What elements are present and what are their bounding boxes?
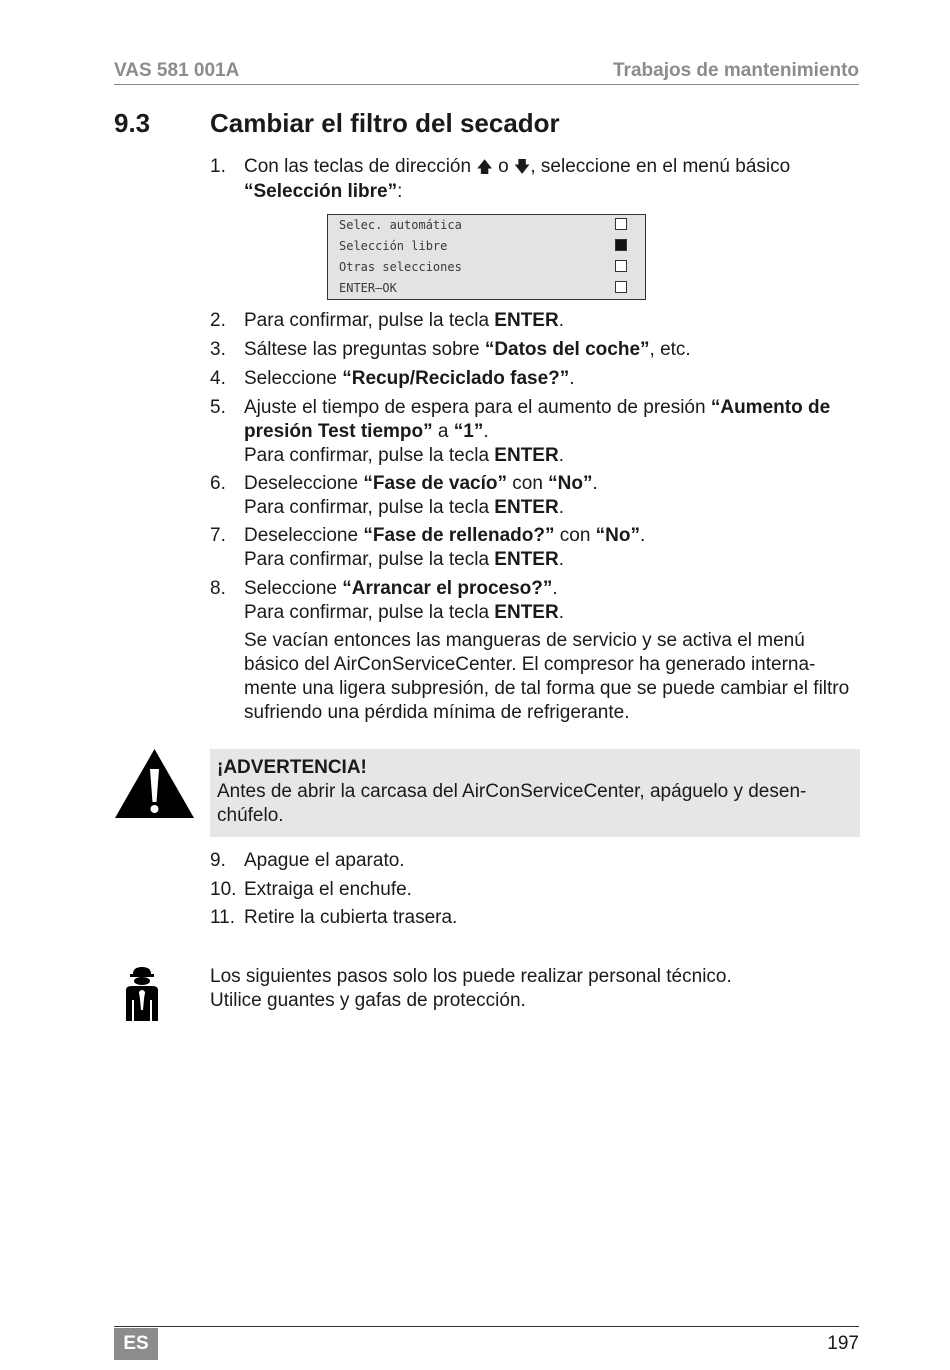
step-text-part: o (492, 156, 514, 177)
key-name: ENTER (494, 497, 559, 518)
step-text-part: Seleccione (244, 368, 343, 389)
lcd-row (339, 236, 635, 257)
step-number: 1. (210, 156, 226, 177)
checkbox-icon (615, 281, 627, 293)
footer-divider (114, 1326, 859, 1327)
step-text-part: Para confirmar, pulse la tecla (244, 549, 495, 570)
step-text-part: Para confirmar, pulse la tecla (244, 497, 495, 518)
arrow-up-icon: 🡅 (476, 159, 493, 176)
step-number: 4. (210, 368, 226, 389)
step-text-part: Con las teclas de dirección (244, 156, 477, 177)
checkbox-icon (615, 218, 627, 230)
menu-option-name: “Aumento de presión Test tiempo” (244, 397, 831, 442)
step-text-part: . (592, 473, 598, 494)
lcd-row (339, 278, 635, 299)
step-note-text: Se vacían entonces las mangueras de servicio y se activa el menú básico del AirConServiceCenter. El compresor ha generado interna-mente una ligera subpresión, de tal forma que se puede cambiar el filtro sufriendo una pérdida mínima de refrigerante. (244, 630, 850, 723)
step-text-part: Para confirmar, pulse la tecla (244, 602, 495, 623)
warning-triangle-icon (113, 747, 196, 820)
menu-option-name: “Arrancar el proceso?” (342, 578, 553, 599)
step-number: 11. (210, 907, 236, 928)
step-text-part: . (558, 602, 564, 623)
step-text (244, 338, 864, 362)
language-badge: ES (114, 1328, 158, 1360)
technician-note-line: Utilice guantes y gafas de protección. (210, 990, 526, 1011)
header-chapter: Trabajos de mantenimiento (613, 60, 859, 81)
step-text: Retire la cubierta trasera. (244, 907, 458, 928)
step-number: 3. (210, 339, 226, 360)
step-text-part: . (558, 549, 564, 570)
lcd-row-label: ENTER–OK (339, 281, 397, 295)
step-text-part: , etc. (649, 339, 691, 360)
step-text (244, 367, 864, 391)
arrow-down-icon: 🡇 (513, 159, 531, 176)
step-number: 7. (210, 525, 226, 546)
lcd-row-label: Selección libre (339, 239, 448, 253)
step-text-part: . (558, 310, 564, 331)
key-name: ENTER (494, 602, 559, 623)
step-text-part: : (397, 181, 403, 202)
step-text-part: Sáltese las preguntas sobre (244, 339, 485, 360)
key-name: ENTER (494, 310, 559, 331)
step-number: 6. (210, 473, 226, 494)
value-name: “1” (453, 421, 484, 442)
step-text: Apague el aparato. (244, 850, 405, 871)
step-text-part: . (483, 421, 489, 442)
step-text-part: , seleccione en el menú básico (530, 156, 791, 177)
step-text-part: . (558, 497, 564, 518)
step-text-part: con (506, 473, 549, 494)
step-number: 8. (210, 578, 226, 599)
step-text-part: . (558, 445, 564, 466)
step-number: 9. (210, 850, 226, 871)
step-text (244, 524, 864, 572)
section-number: 9.3 (114, 108, 151, 138)
step-text (244, 155, 864, 204)
menu-option-name: “Selección libre” (244, 181, 398, 202)
lcd-row-label: Selec. automática (339, 218, 462, 232)
lcd-row-label: Otras selecciones (339, 260, 462, 274)
page-header (114, 58, 859, 85)
step-text-part: Seleccione (244, 578, 343, 599)
section-title: Cambiar el filtro del secador (210, 108, 560, 138)
step-text (244, 577, 864, 625)
key-name: ENTER (494, 445, 559, 466)
step-number: 2. (210, 310, 226, 331)
checkbox-icon (615, 260, 627, 272)
step-text (244, 396, 864, 468)
step-text-part: Para confirmar, pulse la tecla (244, 310, 495, 331)
menu-option-name: “Datos del coche” (484, 339, 650, 360)
warning-box (210, 749, 860, 837)
step-text-part: . (552, 578, 558, 599)
technician-note-line: Los siguientes pasos solo los puede realizar personal técnico. (210, 966, 732, 987)
step-text-part: con (554, 525, 596, 546)
warning-text: Antes de abrir la carcasa del AirConServiceCenter, apáguelo y desen-chúfelo. (217, 781, 807, 826)
header-model: VAS 581 001A (114, 60, 240, 81)
lcd-row (339, 215, 635, 236)
technician-icon (122, 966, 162, 1022)
menu-option-name: “Recup/Reciclado fase?” (342, 368, 570, 389)
step-text: Extraiga el enchufe. (244, 879, 412, 900)
step-text-part: Deseleccione (244, 473, 364, 494)
lcd-display (327, 214, 646, 300)
key-name: ENTER (494, 549, 559, 570)
step-text-part: . (569, 368, 575, 389)
step-text-part: . (640, 525, 646, 546)
step-text-part: a (432, 421, 454, 442)
technician-note (210, 965, 860, 1013)
step-text (244, 309, 864, 333)
menu-option-name: “Fase de rellenado?” (363, 525, 555, 546)
warning-title: ¡ADVERTENCIA! (217, 757, 367, 778)
step-number: 5. (210, 397, 226, 418)
step-number: 10. (210, 879, 237, 900)
step-text-part: Deseleccione (244, 525, 364, 546)
step-text (244, 472, 864, 520)
checkbox-checked-icon (615, 239, 627, 251)
step-text-part: Para confirmar, pulse la tecla (244, 445, 495, 466)
step-text-part: Ajuste el tiempo de espera para el aumento de presión (244, 397, 711, 418)
menu-option-name: “Fase de vacío” (363, 473, 507, 494)
value-name: “No” (548, 473, 593, 494)
lcd-row (339, 257, 635, 278)
page-number: 197 (827, 1333, 859, 1354)
value-name: “No” (595, 525, 640, 546)
